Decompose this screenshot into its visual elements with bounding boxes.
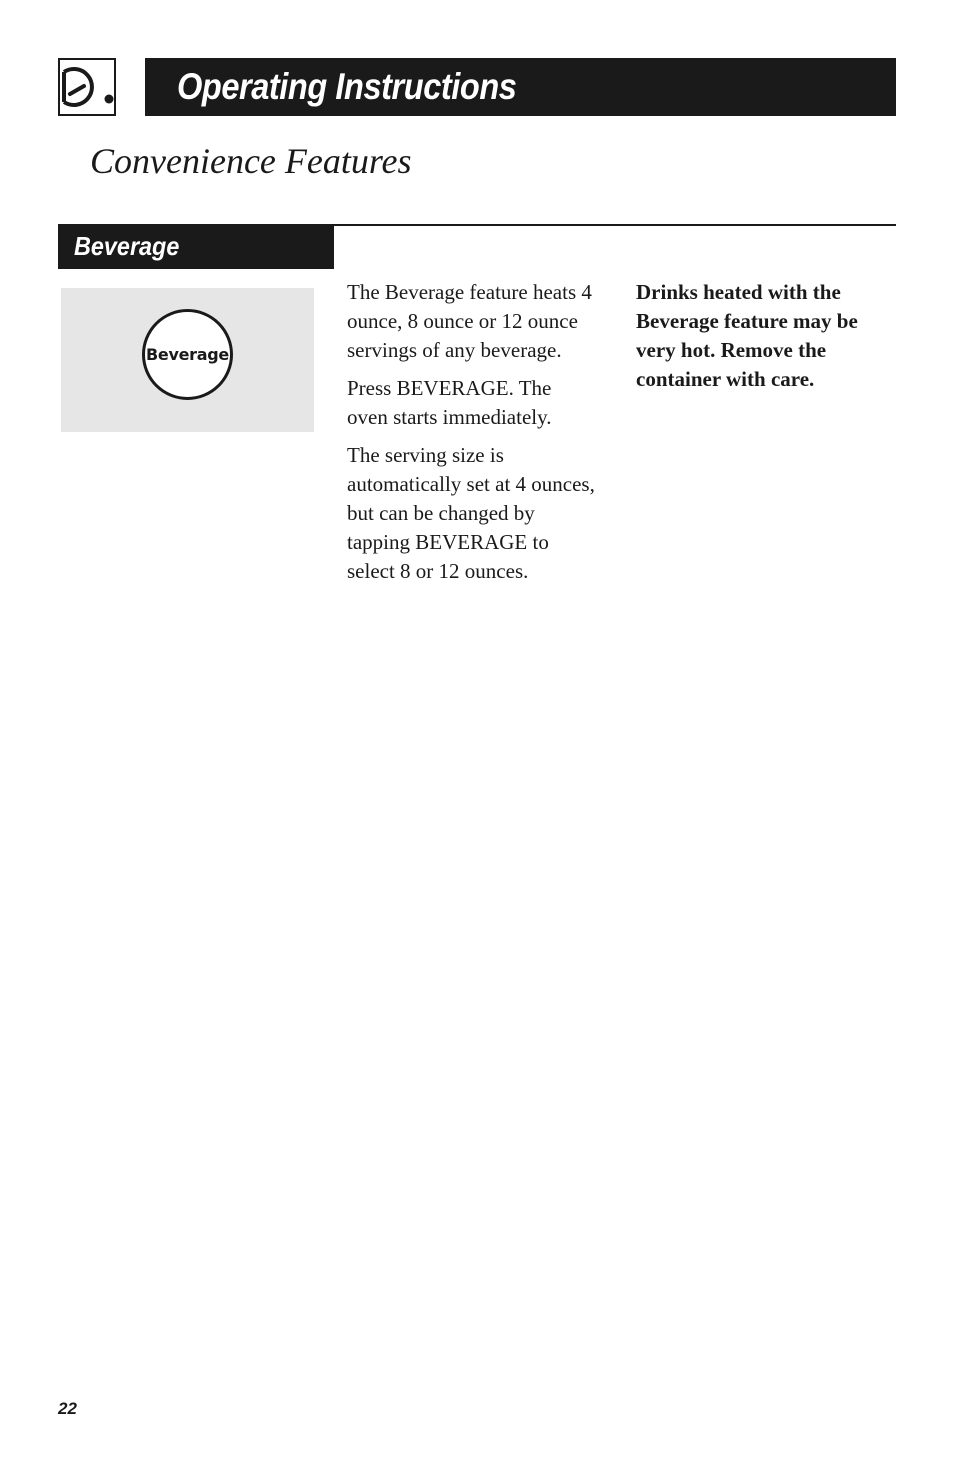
instruction-paragraph: The serving size is automatically set at 4 ounces, but can be changed by tapping BEVERAGE to select 8 or 12 ounces. xyxy=(347,443,595,583)
caution-note: Drinks heated with the Beverage feature may be very hot. Remove the container with care. xyxy=(636,280,858,391)
button-illustration-panel xyxy=(61,288,314,432)
subsection-title: Beverage xyxy=(74,231,180,261)
beverage-button-label: Beverage xyxy=(146,345,229,364)
subsection-header-bar xyxy=(58,224,334,269)
page-header-title: Operating Instructions xyxy=(177,66,517,107)
section-divider xyxy=(333,224,896,226)
beverage-button-illustration xyxy=(142,309,233,400)
caution-column xyxy=(636,278,896,394)
instructions-column xyxy=(347,278,597,595)
header-bar xyxy=(145,58,896,116)
section-title: Convenience Features xyxy=(90,141,412,181)
page-number: 22 xyxy=(58,1399,77,1418)
instruction-paragraph: Press BEVERAGE. The oven starts immediately. xyxy=(347,376,552,429)
operating-instructions-icon xyxy=(58,58,116,116)
instruction-paragraph: The Beverage feature heats 4 ounce, 8 ounce or 12 ounce servings of any beverage. xyxy=(347,280,592,362)
